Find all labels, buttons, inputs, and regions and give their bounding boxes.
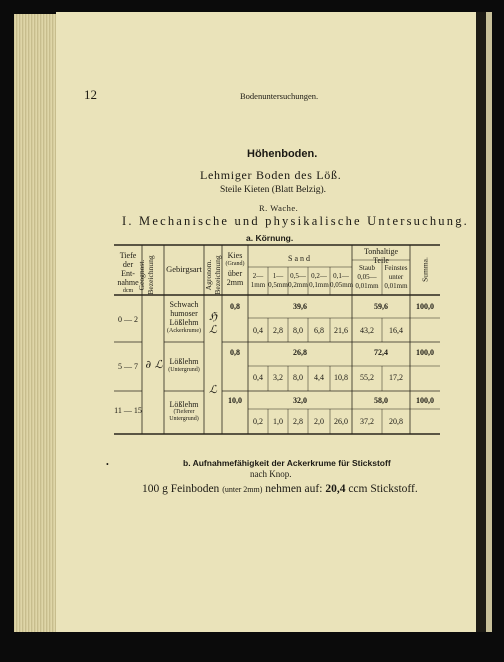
section-title: Höhenboden. bbox=[247, 148, 318, 160]
row1-sand-1: 0,4 bbox=[253, 326, 263, 335]
row3-sand-total: 32,0 bbox=[293, 396, 307, 405]
header-sand-col-1: 2— 1mm bbox=[250, 272, 266, 289]
row3-summa: 100,0 bbox=[416, 396, 434, 405]
page-number: 12 bbox=[84, 87, 97, 102]
row3-depth: 11 — 15 bbox=[114, 406, 142, 415]
row2-sand-3: 8,0 bbox=[293, 373, 303, 382]
part-b-method: nach Knop. bbox=[250, 469, 292, 479]
row2-feinstes: 17,2 bbox=[389, 373, 403, 382]
row3-gebirgsart: Lößlehm (Tieferer Untergrund) bbox=[169, 400, 199, 422]
row1-depth: 0 — 2 bbox=[118, 315, 138, 324]
row1-sand-total: 39,6 bbox=[293, 302, 307, 311]
row1-gebirgsart: Schwach humoser Lößlehm (Ackerkrume) bbox=[167, 300, 201, 334]
row2-sand-total: 26,8 bbox=[293, 348, 307, 357]
part-b-heading: b. Aufnahmefähigkeit der Ackerkrume für Stickstoff bbox=[183, 458, 391, 468]
row2-summa: 100,0 bbox=[416, 348, 434, 357]
row2-sand-5: 10,8 bbox=[334, 373, 348, 382]
header-staub: Staub 0,05— 0,01mm bbox=[355, 264, 379, 290]
header-geognost: Geognost. Bezeichnung bbox=[137, 255, 155, 295]
header-summa: Summa. bbox=[420, 257, 430, 282]
row3-kies: 10,0 bbox=[228, 396, 242, 405]
part-a-heading: a. Körnung. bbox=[246, 233, 294, 243]
row2-depth: 5 — 7 bbox=[118, 362, 138, 371]
header-sand-col-5: 0,1— 0,05mm bbox=[330, 272, 354, 289]
agronom-mark-1: ℌ ℒ bbox=[208, 310, 218, 336]
row1-feinstes: 16,4 bbox=[389, 326, 403, 335]
row3-sand-1: 0,2 bbox=[253, 417, 263, 426]
row2-gebirgsart: Lößlehm (Untergrund) bbox=[168, 357, 200, 373]
author: R. Wache. bbox=[259, 203, 299, 213]
header-sand: Sand bbox=[288, 254, 312, 263]
row1-sand-4: 6,8 bbox=[314, 326, 324, 335]
row1-summa: 100,0 bbox=[416, 302, 434, 311]
header-sand-col-3: 0,5— 0,2mm bbox=[288, 272, 308, 289]
row1-ton-total: 59,6 bbox=[374, 302, 388, 311]
nitrogen-result: 100 g Feinboden (unter 2mm) nehmen auf: 20,4 ccm Stickstoff. bbox=[142, 483, 418, 495]
row2-sand-2: 3,2 bbox=[273, 373, 283, 382]
row3-sand-3: 2,8 bbox=[293, 417, 303, 426]
location: Steile Kieten (Blatt Belzig). bbox=[220, 185, 327, 195]
part-i-heading: I. Mechanische und physikalische Untersuchung. bbox=[122, 214, 469, 228]
row1-sand-5: 21,6 bbox=[334, 326, 348, 335]
row2-kies: 0,8 bbox=[230, 348, 240, 357]
header-sand-col-2: 1— 0,5mm bbox=[268, 272, 288, 289]
header-gebirgsart: Gebirgsart bbox=[166, 264, 202, 274]
row3-staub: 37,2 bbox=[360, 417, 374, 426]
geognost-mark: ∂ ℒ bbox=[145, 358, 163, 371]
row1-staub: 43,2 bbox=[360, 326, 374, 335]
row3-ton-total: 58,0 bbox=[374, 396, 388, 405]
header-tonhaltige: Tonhaltige Teile bbox=[363, 247, 399, 265]
row3-sand-2: 1,0 bbox=[273, 417, 283, 426]
row1-kies: 0,8 bbox=[230, 302, 240, 311]
header-depth: Tiefe der Ent- nahme dcm bbox=[117, 251, 139, 294]
row2-sand-1: 0,4 bbox=[253, 373, 263, 382]
header-feinstes: Feinstes unter 0,01mm bbox=[384, 264, 408, 290]
row2-ton-total: 72,4 bbox=[374, 348, 388, 357]
agronom-mark-2: ℒ bbox=[209, 383, 217, 396]
row2-sand-4: 4,4 bbox=[314, 373, 324, 382]
row3-sand-4: 2,0 bbox=[314, 417, 324, 426]
running-head: Bodenuntersuchungen. bbox=[240, 91, 319, 101]
row1-sand-3: 8,0 bbox=[293, 326, 303, 335]
header-kies: Kies (Grand) über 2mm bbox=[225, 251, 245, 287]
soil-subtitle: Lehmiger Boden des Löß. bbox=[200, 168, 342, 182]
bullet-icon: • bbox=[106, 460, 109, 469]
header-agronom: Agronom. Bezeichnung bbox=[204, 255, 222, 295]
row3-feinstes: 20,8 bbox=[389, 417, 403, 426]
row1-sand-2: 2,8 bbox=[273, 326, 283, 335]
row3-sand-5: 26,0 bbox=[334, 417, 348, 426]
header-sand-col-4: 0,2— 0,1mm bbox=[309, 272, 329, 289]
row2-staub: 55,2 bbox=[360, 373, 374, 382]
